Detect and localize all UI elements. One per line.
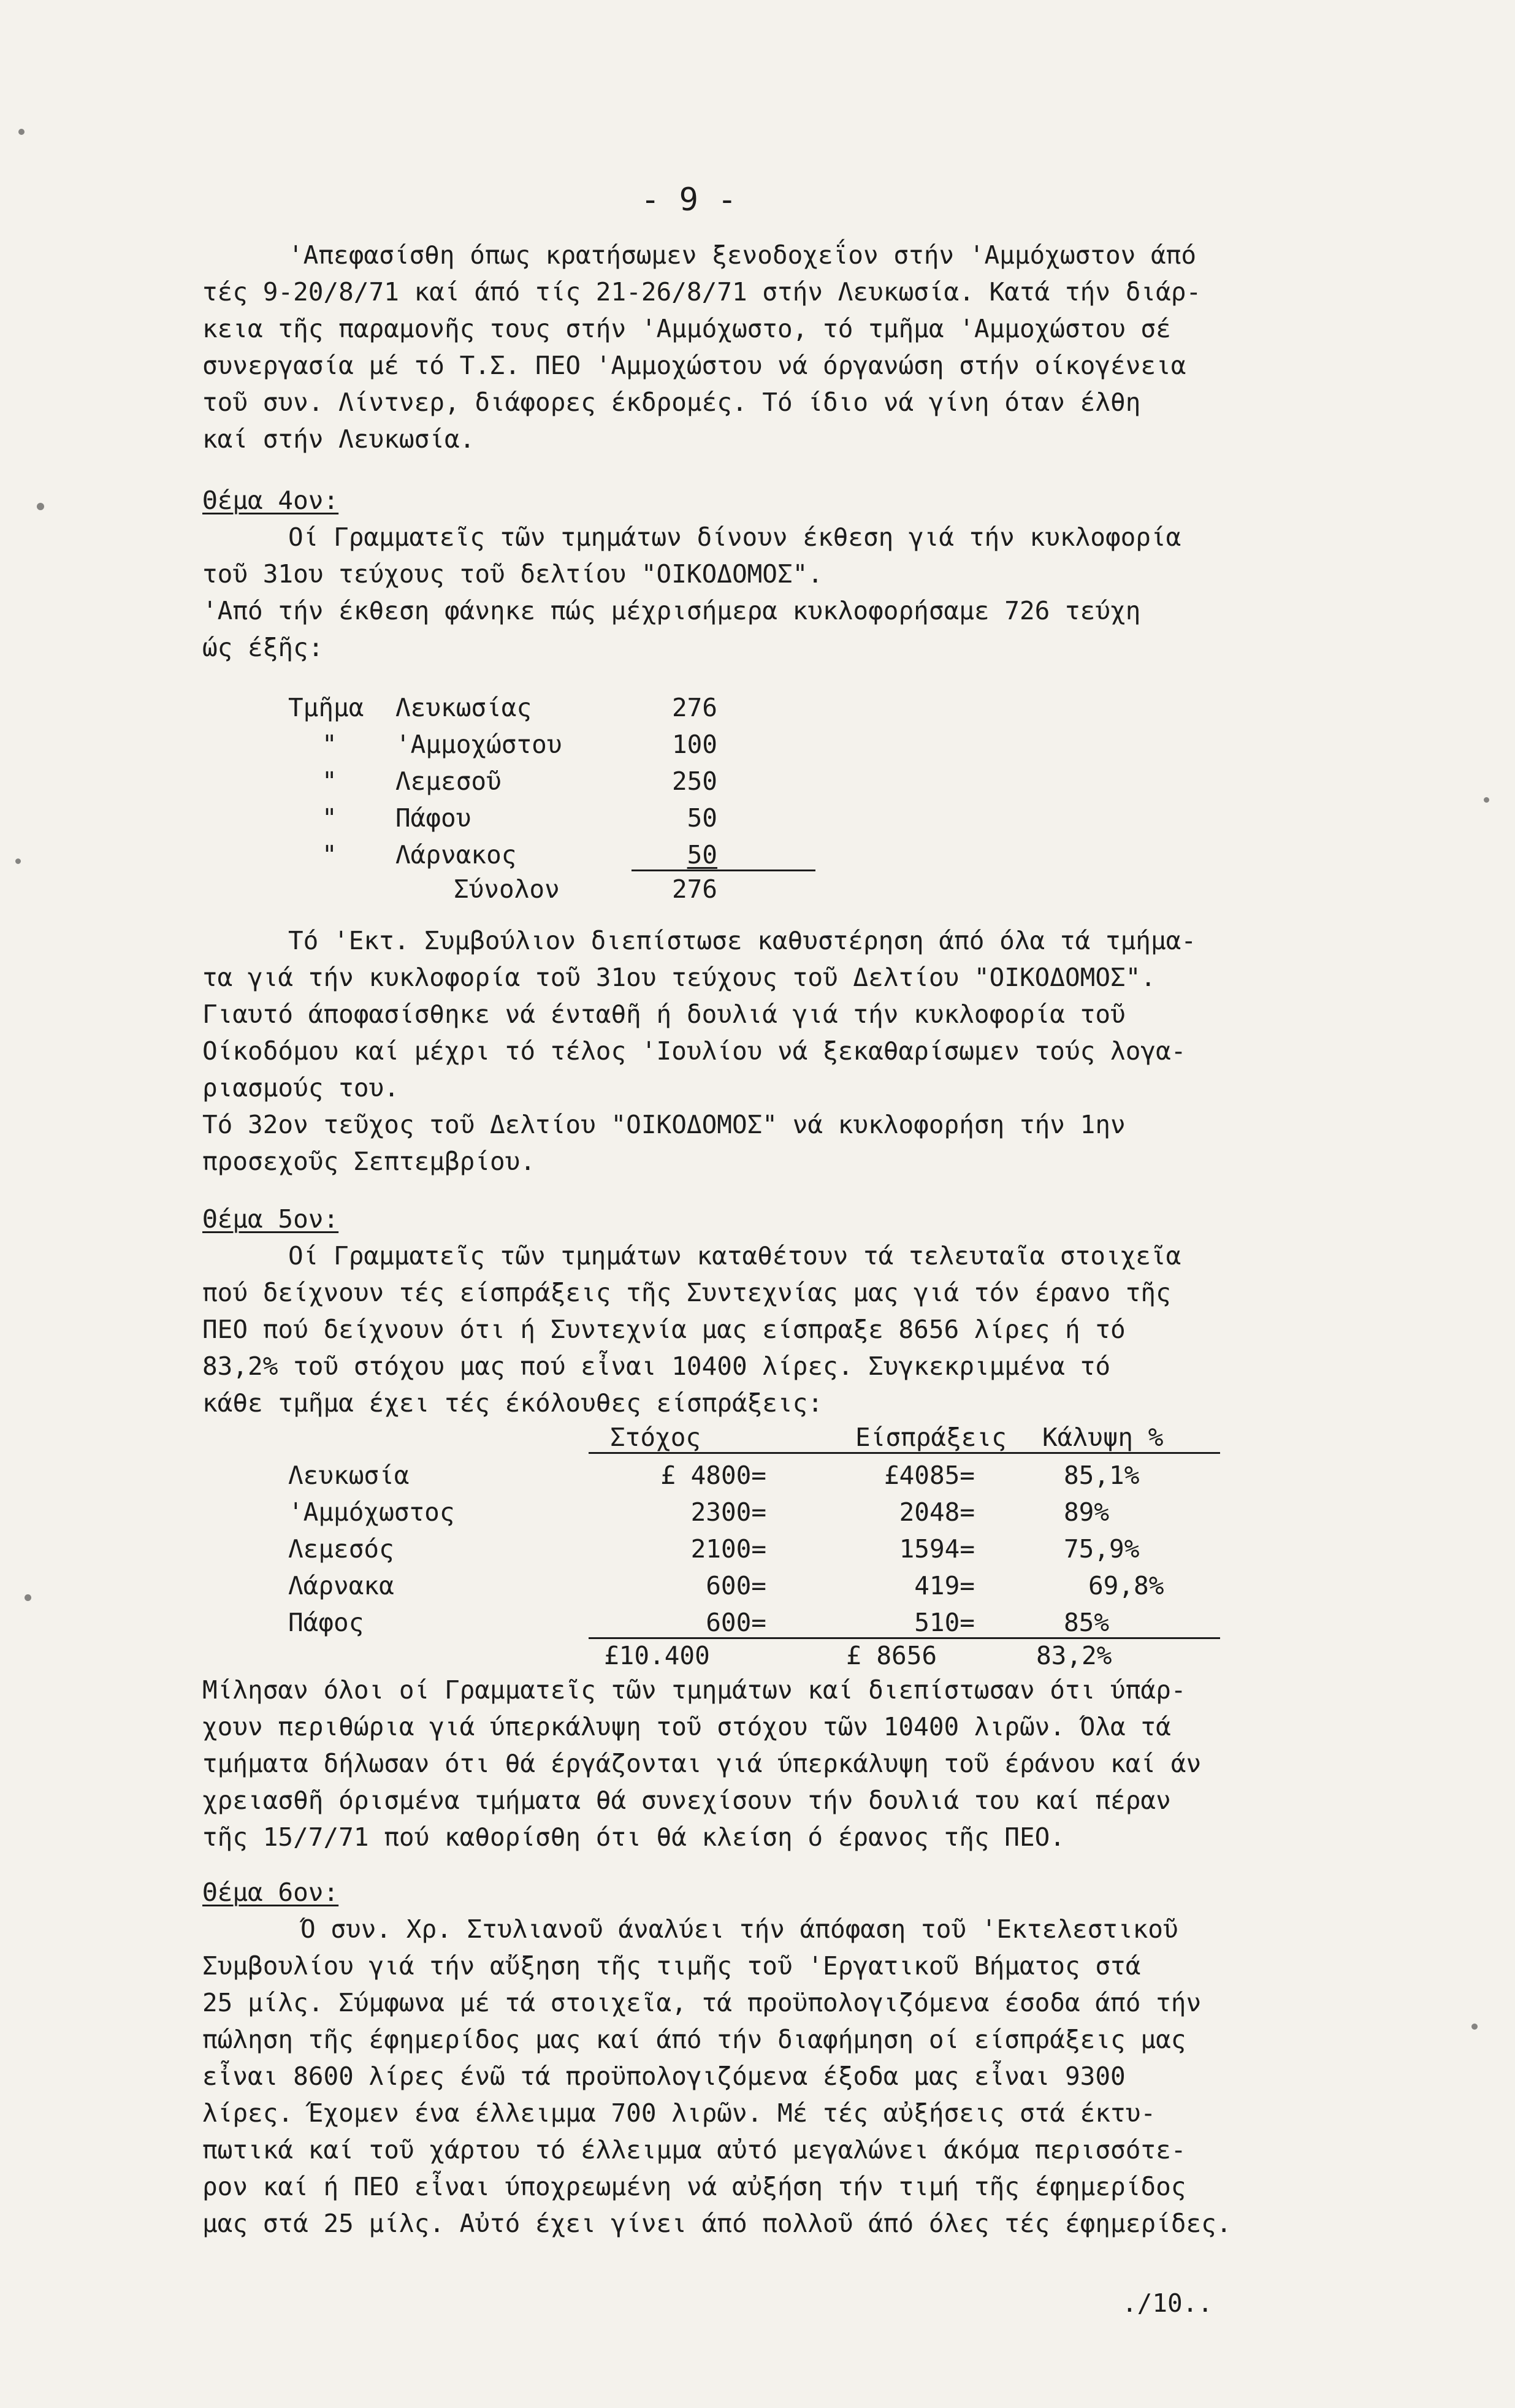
theme4-after-line: ριασμούς του. bbox=[202, 1073, 399, 1103]
row-collected: 1594= bbox=[899, 1534, 975, 1564]
scan-speck bbox=[15, 858, 21, 864]
scan-speck bbox=[37, 503, 44, 510]
para1-line: συνεργασία μέ τό Τ.Σ. ΠΕΟ 'Αμμοχώστου νά όργανώση στήν οίκογένεια bbox=[202, 351, 1186, 380]
theme6-line: εἶναι 8600 λίρες ένῶ τά προϋπολογιζόμενα έξοδα μας εἶναι 9300 bbox=[202, 2062, 1126, 2091]
totals-rule bbox=[589, 1637, 1220, 1639]
theme6-line: ρον καί ή ΠΕΟ εἶναι ύποχρεωμένη νά αὐξήση τήν τιμή τῆς έφημερίδος bbox=[202, 2172, 1186, 2201]
theme5-line: 83,2% τοῦ στόχου μας πού εἶναι 10400 λίρες. Συγκεκριμμένα τό bbox=[202, 1351, 1111, 1381]
theme5-heading: Θέμα 5ον: bbox=[202, 1204, 339, 1234]
theme4-after-line: τα γιά τήν κυκλοφορία τοῦ 31ου τεύχους τοῦ Δελτίου "ΟΙΚΟΔΟΜΟΣ". bbox=[202, 963, 1156, 992]
theme4-line: 'Από τήν έκθεση φάνηκε πώς μέχρισήμερα κυκλοφορήσαμε 726 τεύχη bbox=[202, 596, 1141, 625]
row-coverage: 85% bbox=[1064, 1608, 1110, 1637]
total-rule bbox=[632, 870, 815, 871]
row-collected: 510= bbox=[914, 1608, 975, 1637]
row-name: Πάφου bbox=[395, 803, 471, 833]
row-value: 100 bbox=[671, 730, 717, 759]
theme5-line: Οί Γραμματεῖς τῶν τμημάτων καταθέτουν τά τελευταῖα στοιχεῖα bbox=[288, 1241, 1181, 1271]
header-rule bbox=[589, 1452, 1220, 1454]
theme5-line: ΠΕΟ πού δείχνουν ότι ή Συντεχνία μας είσπραξε 8656 λίρες ή τό bbox=[202, 1315, 1126, 1344]
row-target: 600= bbox=[706, 1608, 766, 1637]
theme6-heading: Θέμα 6ον: bbox=[202, 1878, 339, 1907]
theme6-line: Συμβουλίου γιά τήν αὔξηση τῆς τιμῆς τοῦ 'Εργατικοῦ Βήματος στά bbox=[202, 1951, 1141, 1981]
theme4-line: τοῦ 31ου τεύχους τοῦ δελτίου "ΟΙΚΟΔΟΜΟΣ". bbox=[202, 559, 823, 589]
scan-speck bbox=[25, 1594, 31, 1601]
scan-speck bbox=[1484, 797, 1489, 803]
theme6-line: μας στά 25 μίλς. Αὐτό έχει γίνει άπό πολλοῦ άπό όλες τές έφημερίδες. bbox=[202, 2209, 1232, 2238]
scan-speck bbox=[18, 129, 25, 135]
row-coverage: 89% bbox=[1064, 1497, 1110, 1527]
header-coverage: Κάλυψη % bbox=[1042, 1423, 1164, 1452]
row-coverage: 85,1% bbox=[1064, 1461, 1140, 1490]
page-number: - 9 - bbox=[641, 182, 737, 218]
theme5-line: πού δείχνουν τές είσπράξεις τῆς Συντεχνίας μας γιά τόν έρανο τῆς bbox=[202, 1278, 1171, 1307]
row-collected: 2048= bbox=[899, 1497, 975, 1527]
theme6-line: Ό συν. Χρ. Στυλιανοῦ άναλύει τήν άπόφαση τοῦ 'Εκτελεστικοῦ bbox=[300, 1914, 1178, 1944]
row-prefix: " bbox=[322, 730, 337, 759]
row-collected: £4085= bbox=[883, 1461, 975, 1490]
theme5-after-line: χουν περιθώρια γιά ύπερκάλυψη τοῦ στόχου τῶν 10400 λιρῶν. Όλα τά bbox=[202, 1712, 1171, 1741]
theme4-after-line: Οίκοδόμου καί μέχρι τό τέλος 'Ιουλίου νά ξεκαθαρίσωμεν τούς λογα- bbox=[202, 1036, 1186, 1066]
row-name: Λάρνακος bbox=[395, 840, 517, 870]
row-collected: 419= bbox=[914, 1571, 975, 1600]
theme5-after-line: χρειασθῆ όρισμένα τμήματα θά συνεχίσουν τήν δουλιά του καί πέραν bbox=[202, 1786, 1171, 1815]
row-name: Λεμεσός bbox=[288, 1534, 394, 1564]
row-name: Λάρνακα bbox=[288, 1571, 394, 1600]
row-value: 276 bbox=[671, 693, 717, 722]
row-prefix: " bbox=[322, 766, 337, 796]
theme6-line: λίρες. Έχομεν ένα έλλειμμα 700 λιρῶν. Μέ τές αὐξήσεις στά έκτυ- bbox=[202, 2098, 1156, 2128]
theme5-after-line: τμήματα δήλωσαν ότι θά έργάζονται γιά ύπερκάλυψη τοῦ έράνου καί άν bbox=[202, 1749, 1202, 1778]
para1-line: κεια τῆς παραμονῆς τους στήν 'Αμμόχωστο, τό τμῆμα 'Αμμοχώστου σέ bbox=[202, 314, 1171, 343]
theme4-after-line: Γιαυτό άποφασίσθηκε νά ένταθῆ ή δουλιά γιά τήν κυκλοφορία τοῦ bbox=[202, 1000, 1126, 1029]
theme4-after-line: Τό 32ον τεῦχος τοῦ Δελτίου "ΟΙΚΟΔΟΜΟΣ" νά κυκλοφορήση τήν 1ην bbox=[202, 1110, 1126, 1139]
row-target: 2100= bbox=[690, 1534, 766, 1564]
para1-line: καί στήν Λευκωσία. bbox=[202, 424, 475, 454]
total-label: Σύνολον bbox=[454, 874, 560, 904]
header-target: Στόχος bbox=[610, 1423, 701, 1452]
row-coverage: 75,9% bbox=[1064, 1534, 1140, 1564]
row-name: Πάφος bbox=[288, 1608, 364, 1637]
theme6-line: πώληση τῆς έφημερίδος μας καί άπό τήν διαφήμηση οί είσπράξεις μας bbox=[202, 2025, 1186, 2054]
theme4-heading: Θέμα 4ον: bbox=[202, 486, 339, 515]
theme6-line: 25 μίλς. Σύμφωνα μέ τά στοιχεῖα, τά προϋπολογιζόμενα έσοδα άπό τήν bbox=[202, 1988, 1202, 2017]
theme4-line: ώς έξῆς: bbox=[202, 633, 324, 662]
theme6-line: πωτικά καί τοῦ χάρτου τό έλλειμμα αὐτό μεγαλώνει άκόμα περισσότε- bbox=[202, 2135, 1186, 2165]
theme4-line: Οί Γραμματεῖς τῶν τμημάτων δίνουν έκθεση γιά τήν κυκλοφορία bbox=[288, 522, 1181, 552]
theme5-after-line: Μίλησαν όλοι οί Γραμματεῖς τῶν τμημάτων καί διεπίστωσαν ότι ύπάρ- bbox=[202, 1675, 1186, 1705]
row-value: 250 bbox=[671, 766, 717, 796]
total-target: £10.400 bbox=[604, 1641, 710, 1670]
row-name: 'Αμμόχωστος bbox=[288, 1497, 455, 1527]
para1-line: 'Απεφασίσθη όπως κρατήσωμεν ξενοδοχεΐον στήν 'Αμμόχωστον άπό bbox=[288, 240, 1197, 270]
para1-line: τές 9-20/8/71 καί άπό τίς 21-26/8/71 στήν Λευκωσία. Κατά τήν διάρ- bbox=[202, 277, 1202, 307]
row-coverage: 69,8% bbox=[1088, 1571, 1164, 1600]
theme5-line: κάθε τμῆμα έχει τές έκόλουθες είσπράξεις: bbox=[202, 1388, 823, 1418]
row-name: Λευκωσίας bbox=[395, 693, 532, 722]
theme4-after-line: Τό 'Εκτ. Συμβούλιον διεπίστωσε καθυστέρηση άπό όλα τά τμήμα- bbox=[288, 926, 1197, 955]
row-value: 50 bbox=[687, 840, 717, 870]
row-prefix: " bbox=[322, 840, 337, 870]
row-prefix: " bbox=[322, 803, 337, 833]
row-target: £ 4800= bbox=[660, 1461, 766, 1490]
total-collected: £ 8656 bbox=[846, 1641, 937, 1670]
row-value: 50 bbox=[687, 803, 717, 833]
scan-speck bbox=[1471, 2024, 1478, 2030]
row-name: 'Αμμοχώστου bbox=[395, 730, 562, 759]
continuation-marker: ./10.. bbox=[1122, 2288, 1213, 2318]
total-value: 276 bbox=[671, 874, 717, 904]
header-collected: Είσπράξεις bbox=[855, 1423, 1007, 1452]
total-coverage: 83,2% bbox=[1036, 1641, 1112, 1670]
para1-line: τοῦ συν. Λίντνερ, διάφορες έκδρομές. Τό ίδιο νά γίνη όταν έλθη bbox=[202, 388, 1141, 417]
row-target: 2300= bbox=[690, 1497, 766, 1527]
row-prefix: Τμῆμα bbox=[288, 693, 364, 722]
row-name: Λευκωσία bbox=[288, 1461, 410, 1490]
theme5-after-line: τῆς 15/7/71 πού καθορίσθη ότι θά κλείση ό έρανος τῆς ΠΕΟ. bbox=[202, 1822, 1065, 1852]
row-target: 600= bbox=[706, 1571, 766, 1600]
row-name: Λεμεσοῦ bbox=[395, 766, 502, 796]
theme4-after-line: προσεχοῦς Σεπτεμβρίου. bbox=[202, 1147, 536, 1176]
